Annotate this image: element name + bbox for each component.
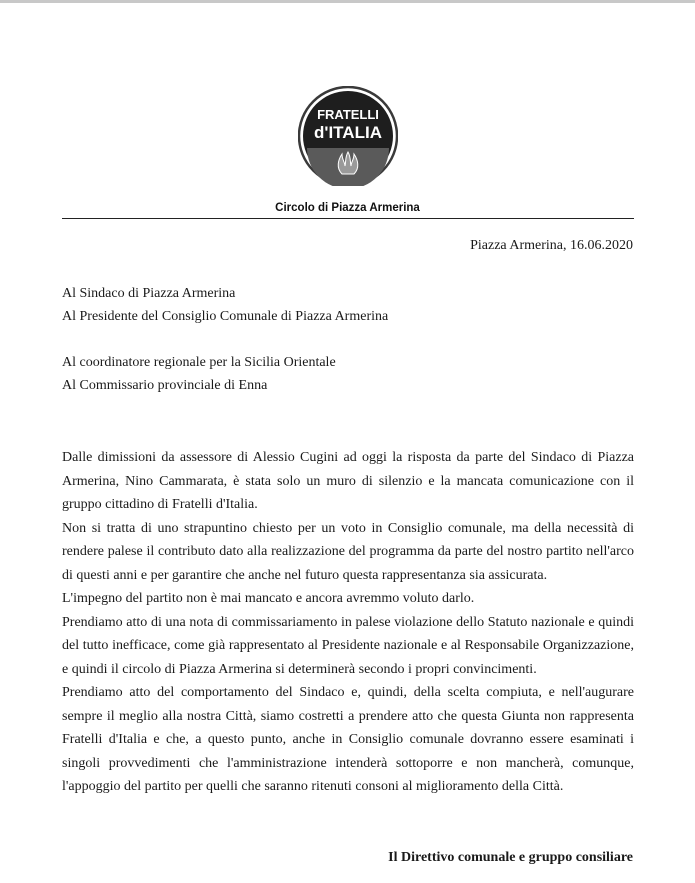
recipients-group-1 (62, 282, 388, 328)
recipients-group-2 (62, 351, 336, 397)
circle-name: Circolo di Piazza Armerina (275, 202, 420, 214)
paragraph: Non si tratta di uno strapuntino chiesto per un voto in Consiglio comunale, ma della necessità di rendere palese il contributo dato alla realizzazione del programma da parte del nostro partito nell'arco di questi anni e per garantire che anche nel futuro questa rappresentanza sia assicurata. (62, 520, 634, 583)
signature: Il Direttivo comunale e gruppo consiliare (388, 850, 633, 865)
recipient-line: Al Sindaco di Piazza Armerina (62, 286, 236, 301)
page-top-edge (0, 0, 695, 3)
date-line: Piazza Armerina, 16.06.2020 (470, 238, 633, 253)
paragraph: Dalle dimissioni da assessore di Alessio Cugini ad oggi la risposta da parte del Sindaco di Piazza Armerina, Nino Cammarata, è stata solo un muro di silenzio e la mancata comunicazione con il gruppo cittadino di Fratelli d'Italia. (62, 450, 634, 512)
recipient-line: Al Presidente del Consiglio Comunale di Piazza Armerina (62, 309, 389, 324)
paragraph: Prendiamo atto di una nota di commissariamento in palese violazione dello Statuto nazionale e quindi del tutto inefficace, come già rappresentato al Presidente nazionale e al Responsabile Organizzazione, e quindi il circolo di Piazza Armerina si determinerà secondo i propri convincimenti. (62, 614, 634, 677)
flame-icon (338, 152, 358, 174)
header-divider (62, 218, 634, 219)
paragraph: L'impegno del partito non è mai mancato e ancora avremmo voluto darlo. (62, 591, 475, 606)
paragraph: Prendiamo atto del comportamento del Sindaco e, quindi, della scelta compiuta, e nell'augurare sempre il meglio alla nostra Città, siamo costretti a prendere atto che questa Giunta non rappresenta Fratelli d'Italia e che, a questo punto, anche in Consiglio comunale dovranno essere esaminati i singoli provvedimenti che l'amministrazione intenderà sottoporre e non mancherà, comunque, l'appoggio del partito per quelli che saranno ritenuti consoni al miglioramento della Città. (62, 685, 634, 794)
letter-body (62, 446, 634, 799)
party-logo (298, 86, 398, 186)
recipient-line: Al Commissario provinciale di Enna (62, 378, 268, 393)
recipient-line: Al coordinatore regionale per la Sicilia Orientale (62, 355, 336, 370)
logo-text-line2: d'ITALIA (314, 123, 382, 142)
logo-text-line1: FRATELLI (317, 107, 379, 122)
